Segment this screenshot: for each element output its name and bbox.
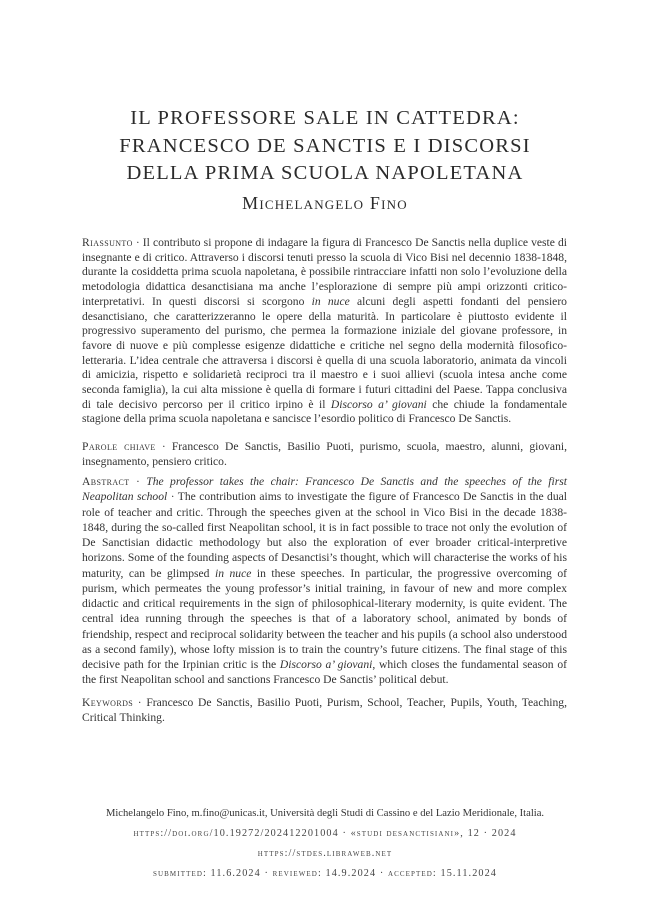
separator: ·: [132, 236, 143, 249]
parole-chiave-text: Francesco De Sanctis, Basilio Puoti, purismo, scuola, maestro, alunni, giovani, insegnamento, pensiero critico.: [82, 440, 567, 468]
abstract-label: Abstract: [82, 475, 130, 488]
riassunto-label: Riassunto: [82, 236, 133, 249]
riassunto-emphasis: in nuce: [311, 294, 350, 308]
riassunto-paragraph: [82, 236, 567, 427]
separator: ·: [133, 696, 147, 709]
abstract-emphasis: Discorso a’ giovani: [279, 658, 373, 671]
keywords-text: Francesco De Sanctis, Basilio Puoti, Purism, School, Teacher, Pupils, Youth, Teaching, Critical Thinking.: [82, 696, 567, 725]
separator: ·: [155, 440, 172, 453]
doi-line: https://doi.org/10.19272/202412201004 · «studi desanctisiani», 12 · 2024: [133, 828, 517, 839]
abstract-text: , which closes the fundamental season of the first Neapolitan school and sanctions Francesco De Sanctis’ political debut.: [82, 658, 567, 687]
author-name: Michelangelo Fino: [242, 193, 408, 213]
title-line: FRANCESCO DE SANCTIS E I DISCORSI: [119, 134, 531, 157]
riassunto-text: Il contributo si propone di indagare la figura di Francesco De Sanctis nella duplice veste di insegnante e di critico. Attraverso i discorsi tenuti presso la scuola di Vico Bisi nel decennio 1838-1848, durante la cosiddetta prima scuola napoletana, è possibile rintracciare infatti non solo l’evoluzione della metodologia didattica desanctisiana ma anche l’esplorazione di sempre più ampi orizzonti critico-interpretativi. In questi discorsi si scorgono: [82, 236, 567, 308]
abstract-emphasis: in nuce: [214, 566, 252, 580]
review-dates: submitted: 11.6.2024 · reviewed: 14.9.2024 · accepted: 15.11.2024: [153, 868, 497, 879]
keywords-label: Keywords: [82, 696, 134, 709]
article-title: [60, 105, 590, 188]
abstract-english-title: The professor takes the chair: Francesco De Sanctis and the speeches of the first Neapolitan school: [82, 475, 567, 504]
parole-chiave-label: Parole chiave: [82, 440, 156, 453]
riassunto-text: alcuni degli aspetti fondanti del pensiero desanctisiano, che caratterizzeranno le opere della maturità. In particolare è piuttosto evidente il progressivo superamento del purismo, che permea la formazione iniziale del giovane professore, in favore di nuove e più complesse esigenze didattiche e critiche nel segno della modernità filosofico-letteraria. L’idea centrale che attraversa i discorsi è quella di una scuola laboratorio, animata da vincoli di amicizia, rispetto e solidarietà reciproci tra il maestro e i suoi allievi (scuola intesa anche come seconda famiglia), la cui alta missione è quella di formare i futuri cittadini del Paese. Tappa conclusiva di tale decisivo percorso per il critico irpino è il: [82, 294, 567, 411]
author-affiliation: Michelangelo Fino, m.fino@unicas.it, Università degli Studi di Cassino e del Lazio Meridionale, Italia.: [105, 808, 545, 819]
title-line: DELLA PRIMA SCUOLA NAPOLETANA: [126, 162, 524, 184]
separator: ·: [129, 475, 147, 488]
riassunto-emphasis: Discorso a’ giovani: [330, 397, 427, 411]
separator: ·: [167, 490, 178, 504]
keywords-paragraph: [82, 695, 567, 726]
abstract-text: in these speeches. In particular, the progressive overcoming of purism, which permeates the young professor’s initial training, in favour of new and more complex didactic and critical requirements in the sign of philosophical-literary modernity, is quite evident. The central idea running through the speeches is that of a laboratory school, animated by bonds of friendship, respect and reciprocal solidarity between the teacher and his pupils (a school also understood as a second family), whose lofty mission is to train the country’s future citizens. The final stage of this decisive path for the Irpinian critic is the: [82, 566, 567, 671]
abstract-paragraph: [82, 474, 567, 688]
parole-chiave-paragraph: [82, 439, 567, 469]
journal-url: https://stdes.libraweb.net: [257, 848, 393, 859]
riassunto-text: che chiude la fondamentale stagione della prima scuola napoletana e sancisce l’esordio politico di Francesco De Sanctis.: [82, 397, 567, 426]
title-line: IL PROFESSORE SALE IN CATTEDRA:: [130, 107, 520, 129]
abstract-text: The contribution aims to investigate the figure of Francesco De Sanctis in the dual role of teacher and critic. Through the speeches given at the school in Vico Bisi in the decade 1838-1848, during the so-called first Neapolitan school, it is in fact possible to trace not only the evolution of De Sanctisian didactic methodology but also the exploration of ever broader critical-interpretive horizons. Some of the founding aspects of Desanctisi’s thought, which will characterise the works of his maturity, can be glimpsed: [82, 490, 568, 580]
